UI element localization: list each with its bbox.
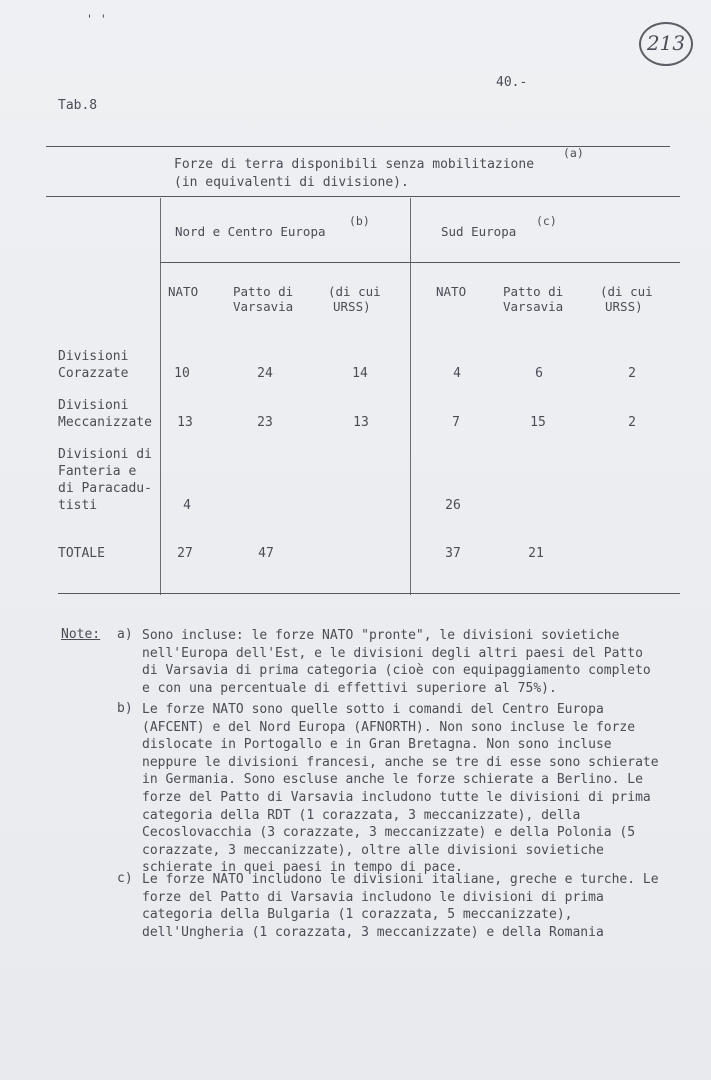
table-cell: 21 xyxy=(528,546,544,561)
subheader-nato-nord: NATO xyxy=(168,284,199,299)
row-label-total: TOTALE xyxy=(58,546,105,561)
subheader-patto-sud-l2: Varsavia xyxy=(503,299,564,314)
note-a-text: Sono incluse: le forze NATO "pronte", le divisioni sovietiche nell'Europa dell'Est, e le divisioni degli altri paesi del Patto di Varsavia di prima categoria (cioè con equipaggiamento completo e con una percentuale di effettivi superiore al 75%). xyxy=(142,628,651,696)
note-b-letter: b) xyxy=(117,701,133,716)
table-cell: 13 xyxy=(177,415,193,430)
subheader-rule xyxy=(160,262,680,263)
table-cell: 2 xyxy=(628,415,636,430)
table-subtitle: (in equivalenti di divisione). xyxy=(174,175,409,190)
page-stamp: 213 xyxy=(639,22,693,66)
page-number: 40.- xyxy=(496,75,528,90)
table-cell: 15 xyxy=(530,415,546,430)
table-cell: 2 xyxy=(628,366,636,381)
subheader-patto-nord-l1: Patto di xyxy=(233,284,294,299)
table-cell: 4 xyxy=(183,498,191,513)
note-a-letter: a) xyxy=(117,627,133,642)
table-cell: 23 xyxy=(257,415,273,430)
table-cell: 10 xyxy=(174,366,190,381)
group-sud-note-ref: (c) xyxy=(536,214,557,228)
subheader-urss-sud-l1: (di cui xyxy=(600,284,653,299)
subheader-patto-sud-l1: Patto di xyxy=(503,284,564,299)
subheader-nato-sud: NATO xyxy=(436,284,467,299)
note-c-letter: c) xyxy=(117,871,133,886)
row-label: Divisioni xyxy=(58,398,129,413)
table-cell: 13 xyxy=(353,415,369,430)
stray-marks: ' ' xyxy=(86,12,107,26)
row-label: Divisioni xyxy=(58,349,129,364)
table-cell: 47 xyxy=(258,546,274,561)
subheader-urss-sud-l2: URSS) xyxy=(605,299,643,314)
row-label: tisti xyxy=(58,498,98,513)
row-label: di Paracadu- xyxy=(58,481,152,496)
group-header-sud: Sud Europa xyxy=(441,224,517,239)
subheader-patto-nord-l2: Varsavia xyxy=(233,299,294,314)
note-c-text: Le forze NATO includono le divisioni italiane, greche e turche. Le forze del Patto di Varsavia includono le divisioni di prima categoria della Bulgaria (1 corazzata, 5 meccanizzate), dell'Ungheria (1 corazzata, 3 meccanizzate) e della Romania xyxy=(142,872,659,940)
row-label: Divisioni di xyxy=(58,447,152,462)
table-cell: 4 xyxy=(453,366,461,381)
table-label: Tab.8 xyxy=(58,98,98,113)
table-cell: 14 xyxy=(352,366,368,381)
group-header-nord: Nord e Centro Europa xyxy=(175,224,326,239)
region-divider-rule xyxy=(410,198,411,595)
table-bottom-rule xyxy=(58,593,680,594)
table-title: Forze di terra disponibili senza mobilitazione xyxy=(174,157,535,172)
note-b-text: Le forze NATO sono quelle sotto i comandi del Centro Europa (AFCENT) e del Nord Europa (AFNORTH). Non sono incluse le forze dislocate in Portogallo e in Gran Bretagna. Non sono incluse neppure le divisioni francesi, anche se tre di esse sono schierate in Germania. Sono escluse anche le forze schierate a Berlino. Le forze del Patto di Varsavia includono tutte le divisioni di prima categoria della RDT (1 corazzata, 3 meccanizzate), della Cecoslovacchia (3 corazzate, 3 meccanizzate) e della Polonia (5 corazzate, 3 meccanizzate), oltre alle divisioni sovietiche schierate in quei paesi in tempo di pace. xyxy=(142,702,659,876)
table-title-note-ref: (a) xyxy=(563,146,584,160)
table-cell: 37 xyxy=(445,546,461,561)
row-label: Corazzate xyxy=(58,366,129,381)
table-cell: 6 xyxy=(535,366,543,381)
table-cell: 27 xyxy=(177,546,193,561)
label-column-rule xyxy=(160,198,161,595)
notes-label: Note: xyxy=(61,627,101,642)
subheader-urss-nord-l2: URSS) xyxy=(333,299,371,314)
table-cell: 7 xyxy=(452,415,460,430)
row-label: Fanteria e xyxy=(58,464,137,479)
table-cell: 26 xyxy=(445,498,461,513)
table-cell: 24 xyxy=(257,366,273,381)
row-label: Meccanizzate xyxy=(58,415,152,430)
group-nord-note-ref: (b) xyxy=(349,214,370,228)
subheader-urss-nord-l1: (di cui xyxy=(328,284,381,299)
header-rule xyxy=(46,196,680,197)
